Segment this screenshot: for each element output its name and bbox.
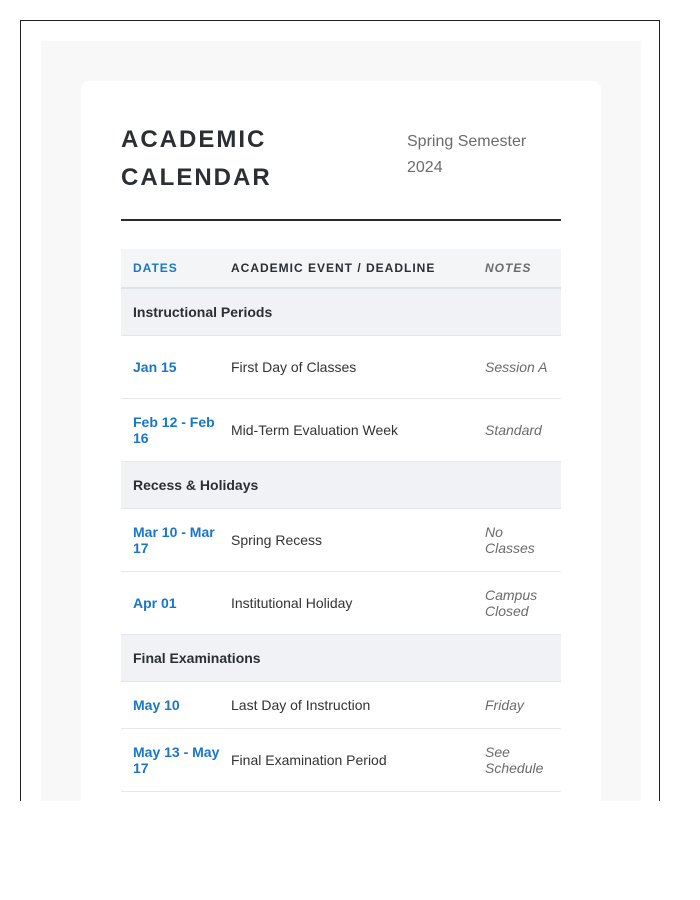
row-event: Last Day of Instruction: [231, 681, 473, 728]
column-header-notes: NOTES: [473, 249, 561, 288]
table-row: [121, 508, 561, 571]
row-notes: No Classes: [473, 508, 561, 571]
row-event: Spring Recess: [231, 508, 473, 571]
column-header-event: ACADEMIC EVENT / DEADLINE: [231, 249, 473, 288]
row-date: Feb 12 - Feb 16: [121, 398, 231, 461]
row-date: May 10: [121, 681, 231, 728]
row-event: First Day of Classes: [231, 335, 473, 398]
section-title: Final Examinations: [121, 634, 561, 681]
table-row: [121, 681, 561, 728]
section-title: Recess & Holidays: [121, 461, 561, 508]
section-row: [121, 288, 561, 335]
table-row: [121, 398, 561, 461]
row-event: Institutional Holiday: [231, 571, 473, 634]
row-date: Mar 10 - Mar 17: [121, 508, 231, 571]
semester-subtitle: Spring Semester 2024: [407, 133, 527, 176]
row-notes: Friday: [473, 681, 561, 728]
page-title: ACADEMIC CALENDAR: [121, 126, 272, 191]
table-row: [121, 728, 561, 791]
row-notes: Standard: [473, 398, 561, 461]
row-date: Apr 01: [121, 571, 231, 634]
row-date: Jan 15: [121, 335, 231, 398]
calendar-card: [81, 81, 601, 801]
section-row: [121, 461, 561, 508]
calendar-header: [121, 121, 561, 221]
table-row: [121, 571, 561, 634]
calendar-table: [121, 249, 561, 792]
table-row: [121, 335, 561, 398]
section-row: [121, 634, 561, 681]
row-notes: Session A: [473, 335, 561, 398]
row-event: Mid-Term Evaluation Week: [231, 398, 473, 461]
column-header-dates: DATES: [121, 249, 231, 288]
page-frame: [20, 20, 660, 801]
table-header-row: [121, 249, 561, 288]
row-date: May 13 - May 17: [121, 728, 231, 791]
row-event: Final Examination Period: [231, 728, 473, 791]
row-notes: Campus Closed: [473, 571, 561, 634]
section-title: Instructional Periods: [121, 288, 561, 335]
row-notes: See Schedule: [473, 728, 561, 791]
page-background: [41, 41, 641, 801]
